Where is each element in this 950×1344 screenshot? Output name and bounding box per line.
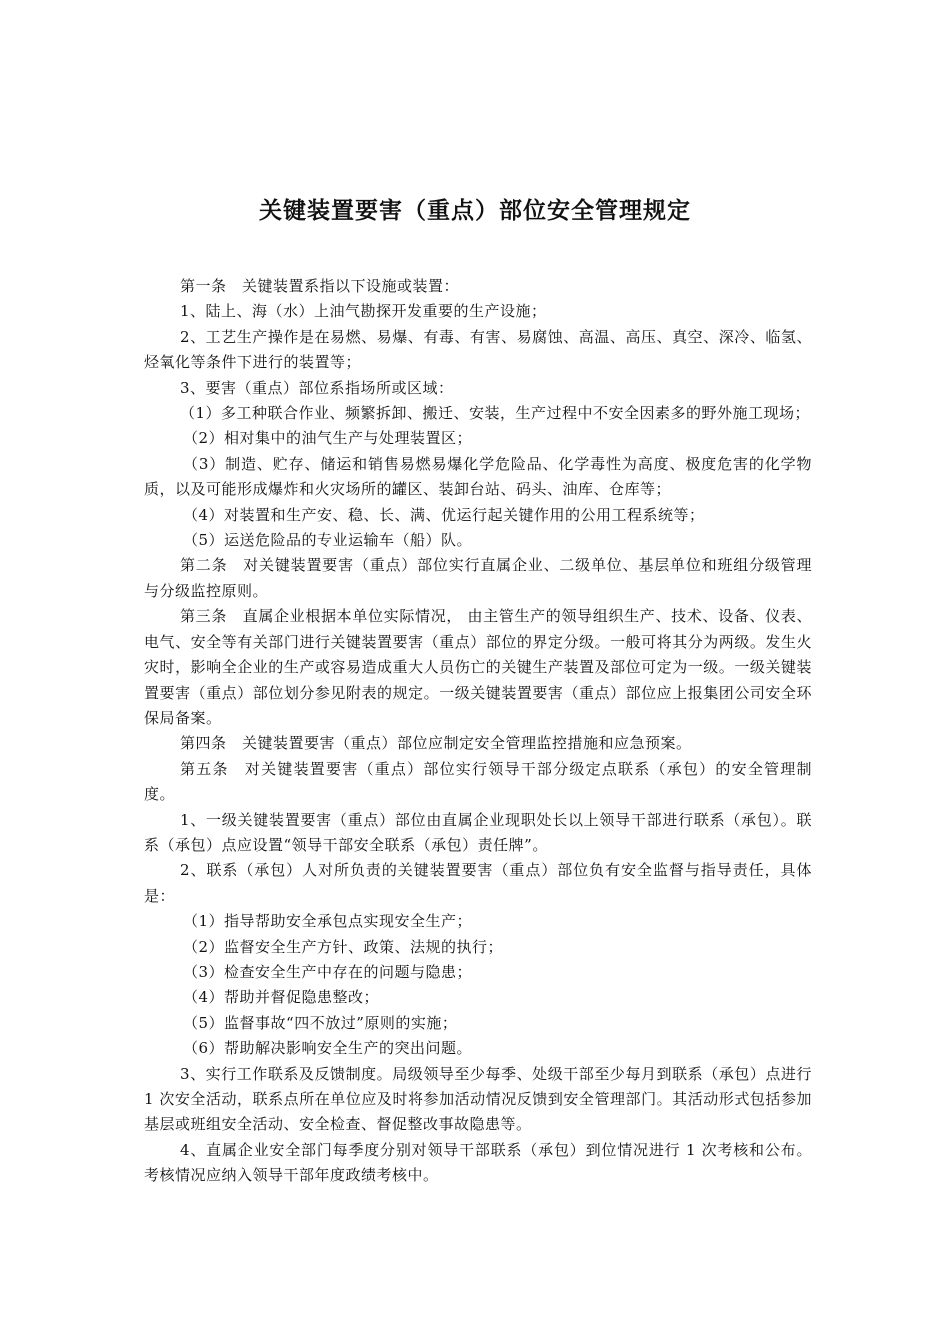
article-2: 第二条 对关键装置要害（重点）部位实行直属企业、二级单位、基层单位和班组分级管理与分级监控原则。 [144, 556, 812, 600]
article-1-item-3-sub-3: （3）制造、贮存、储运和销售易燃易爆化学危险品、化学毒性为高度、极度危害的化学物质，以及可能形成爆炸和火灾场所的罐区、装卸台站、码头、油库、仓库等； [144, 454, 812, 499]
article-5-item-4: 4、直属企业安全部门每季度分别对领导干部联系（承包）到位情况进行 1 次考核和公布。考核情况应纳入领导干部年度政绩考核中。 [144, 1140, 812, 1185]
document-title: 关键装置要害（重点）部位安全管理规定 [259, 198, 691, 224]
article-5-item-1: 1、一级关键装置要害（重点）部位由直属企业现职处长以上领导干部进行联系（承包）。联系（承包）点应设置“领导干部安全联系（承包）责任牌”。 [144, 810, 812, 854]
article-5-item-2-sub-2: （2）监督安全生产方针、政策、法规的执行； [183, 937, 504, 956]
article-5: 第五条 对关键装置要害（重点）部位实行领导干部分级定点联系（承包）的安全管理制度。 [144, 759, 812, 804]
article-5-item-2-sub-4: （4）帮助并督促隐患整改； [183, 988, 380, 1007]
article-1-heading: 第一条 关键装置系指以下设施或装置： [180, 277, 460, 295]
article-1-item-1: 1、陆上、海（水）上油气勘探开发重要的生产设施； [180, 302, 547, 321]
article-3: 第三条 直属企业根据本单位实际情况， 由主管生产的领导组织生产、技术、设备、仪表、电气、安全等有关部门进行关键装置要害（重点）部位的界定分级。一般可将其分为两级。发生火灾时，影响全企业的生产或容易造成重大人员伤亡的关键生产装置及部位可定为一级。一级关键装置要害（重点）部位划分参见附表的规定。一级关键装置要害（重点）部位应上报集团公司安全环保局备案。 [144, 607, 812, 727]
article-1-item-3-sub-2: （2）相对集中的油气生产与处理装置区； [183, 429, 473, 448]
article-1-item-2: 2、工艺生产操作是在易燃、易爆、有毒、有害、易腐蚀、高温、高压、真空、深冷、临氢、烃氧化等条件下进行的装置等； [144, 327, 812, 372]
article-5-item-2-sub-5: （5）监督事故“四不放过”原则的实施； [183, 1013, 458, 1032]
article-1-item-3-sub-5: （5）运送危险品的专业运输车（船）队。 [183, 531, 473, 550]
article-1-item-3-sub-1: （1）多工种联合作业、频繁拆卸、搬迁、安装，生产过程中不安全因素多的野外施工现场； [180, 404, 811, 423]
document-body [144, 274, 812, 1189]
article-5-item-2-sub-1: （1）指导帮助安全承包点实现安全生产； [183, 912, 473, 931]
article-5-item-2-sub-6: （6）帮助解决影响安全生产的突出问题。 [183, 1039, 473, 1058]
article-1-item-3-sub-4: （4）对装置和生产安、稳、长、满、优运行起关键作用的公用工程系统等； [183, 505, 705, 524]
article-5-item-2: 2、联系（承包）人对所负责的关键装置要害（重点）部位负有安全监督与指导责任，具体是： [144, 861, 812, 905]
article-4: 第四条 关键装置要害（重点）部位应制定安全管理监控措施和应急预案。 [180, 734, 692, 753]
article-5-item-3: 3、实行工作联系及反馈制度。局级领导至少每季、处级干部至少每月到联系（承包）点进行 1 次安全活动，联系点所在单位应及时将参加活动情况反馈到安全管理部门。其活动形式包括参加基层或班组安全活动、安全检查、督促整改事故隐患等。 [144, 1064, 812, 1134]
article-5-item-2-sub-3: （3）检查安全生产中存在的问题与隐患； [183, 962, 473, 981]
article-1-item-3: 3、要害（重点）部位系指场所或区域： [180, 378, 454, 397]
